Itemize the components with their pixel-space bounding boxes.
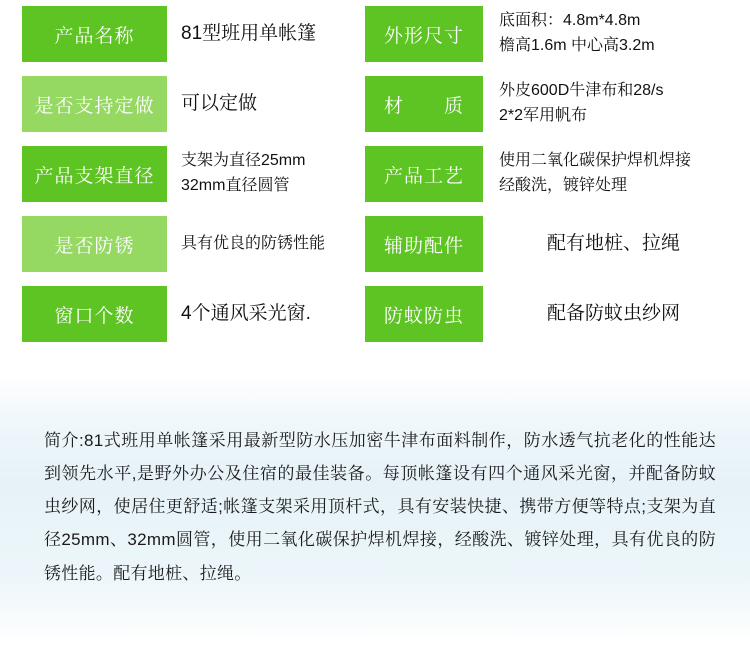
spec-value-mosquito-proof: 配备防蚊虫纱网 [546, 303, 680, 325]
spec-label-product-name: 产品名称 [22, 6, 167, 62]
spec-label-frame-diameter: 产品支架直径 [22, 146, 167, 202]
table-row [0, 146, 750, 202]
spec-value-material-line1: 外皮600D牛津布和28/s [499, 82, 664, 100]
spec-value-window-count: 4个通风采光窗. [181, 303, 311, 325]
spec-value-material-line2: 2*2军用帆布 [499, 107, 588, 124]
spec-value-dimensions-line2: 檐高1.6m 中心高3.2m [499, 37, 655, 54]
product-description: 简介:81式班用单帐篷采用最新型防水压加密牛津布面料制作，防水透气抗老化的性能达到领先水平,是野外办公及住宿的最佳装备。每顶帐篷设有四个通风采光窗，并配备防蚊虫纱网，使居住更舒适;帐篷支架采用顶杆式，具有安装快捷、携带方便等特点;支架为直径25mm、32mm圆管，使用二氧化碳保护焊机焊接，经酸洗、镀锌处理，具有优良的防锈性能。配有地桩、拉绳。 [44, 431, 716, 583]
spec-value-material [483, 76, 728, 132]
spec-value-custom-made: 可以定做 [181, 93, 258, 115]
spec-label-window-count: 窗口个数 [22, 286, 167, 342]
spec-value-accessories: 配有地桩、拉绳 [546, 233, 680, 255]
spec-label-dimensions: 外形尺寸 [365, 6, 483, 62]
spec-label-custom-made: 是否支持定做 [22, 76, 167, 132]
spec-label-material: 材 质 [365, 76, 483, 132]
spec-value-craft [483, 146, 728, 202]
spec-value-craft-line2: 经酸洗，镀锌处理 [499, 177, 628, 194]
spec-label-accessories: 辅助配件 [365, 216, 483, 272]
spec-value-frame-diameter [167, 146, 357, 202]
spec-value-frame-diameter-line1: 支架为直径25mm [181, 152, 306, 170]
table-row [0, 286, 750, 342]
table-row [0, 76, 750, 132]
table-row [0, 216, 750, 272]
table-row [0, 6, 750, 62]
spec-label-rustproof: 是否防锈 [22, 216, 167, 272]
spec-value-product-name: 81型班用单帐篷 [181, 23, 317, 45]
spec-label-mosquito-proof: 防蚊防虫 [365, 286, 483, 342]
spec-value-craft-line1: 使用二氧化碳保护焊机焊接 [499, 152, 692, 170]
spec-label-craft: 产品工艺 [365, 146, 483, 202]
spec-value-frame-diameter-line2: 32mm直径圆管 [181, 177, 290, 194]
spec-value-rustproof: 具有优良的防锈性能 [181, 234, 326, 252]
spec-value-dimensions [483, 6, 728, 62]
spec-value-dimensions-line1: 底面积：4.8m*4.8m [499, 12, 641, 30]
